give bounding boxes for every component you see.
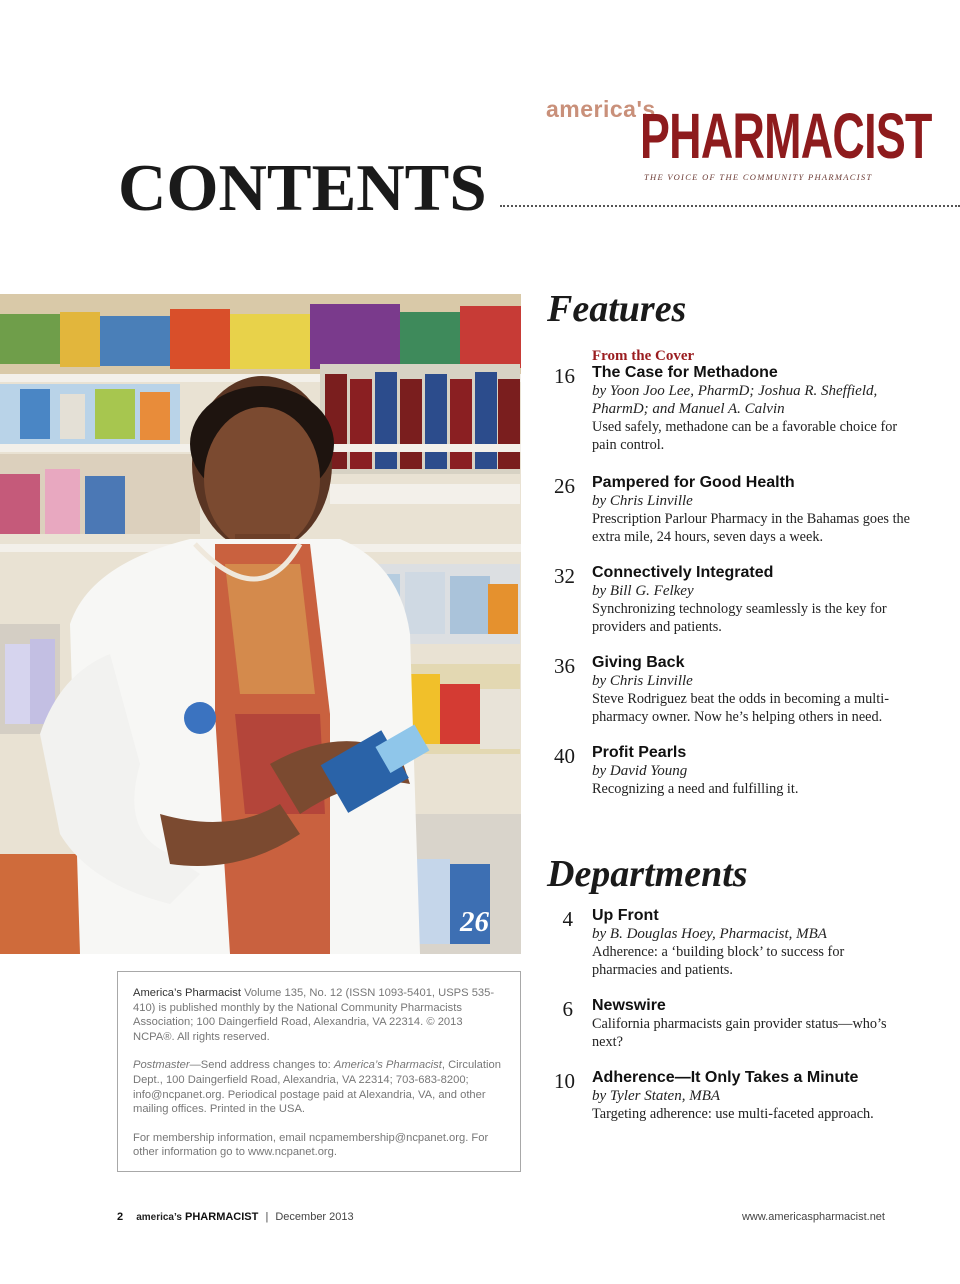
publication-statement [133,986,506,1044]
feature-description: Used safely, methadone can be a favorable choice for pain control. [592,419,898,453]
department-page-number: 10 [554,1069,575,1093]
feature-byline: by Yoon Joo Lee, PharmD; Joshua R. Sheffield, PharmD; and Manuel A. Calvin [592,383,878,417]
feature-byline: by David Young [592,763,688,779]
departments-heading: Departments [547,853,748,895]
features-heading: Features [547,288,687,330]
footer-page-number: 2 [117,1211,124,1223]
dotted-divider [500,205,960,207]
cover-photo [0,294,521,954]
department-body [592,1069,912,1123]
feature-description: Prescription Parlour Pharmacy in the Bahamas goes the extra mile, 24 hours, seven days a week. [592,511,911,545]
footer-left [117,1211,354,1223]
feature-page-number: 36 [554,654,575,678]
membership-statement: For membership information, email ncpamembership@ncpanet.org. For other information go to www.ncpanet.org. [133,1131,489,1159]
department-body [592,907,912,979]
publication-info-box [117,971,521,1172]
postmaster-statement [133,1058,506,1116]
feature-page-number: 26 [554,474,575,498]
department-description: Targeting adherence: use multi-faceted approach. [592,1106,874,1122]
magazine-logo [546,96,932,188]
department-description: Adherence: a ‘building block’ to success for pharmacies and patients. [592,944,845,978]
feature-page-number: 16 [554,364,575,388]
feature-page-number: 32 [554,564,575,588]
feature-title[interactable]: Profit Pearls [592,744,687,761]
photo-page-number: 26 [460,906,489,938]
footer-brand-big: PHARMACIST [185,1211,259,1223]
department-title[interactable]: Newswire [592,997,666,1014]
department-description: California pharmacists gain provider status—who’s next? [592,1016,887,1050]
feature-description: Steve Rodriguez beat the odds in becoming a multi-pharmacy owner. Now he’s helping others in need. [592,691,889,725]
department-title[interactable]: Adherence—It Only Takes a Minute [592,1069,859,1086]
feature-byline: by Bill G. Felkey [592,583,694,599]
logo-main-text: PHARMACIST [640,100,932,172]
page-title: CONTENTS [118,151,487,225]
postmaster-label: Postmaster [133,1059,190,1072]
department-title[interactable]: Up Front [592,907,659,924]
feature-byline: by Chris Linville [592,493,693,509]
department-page-number: 4 [562,907,573,931]
postmaster-text-2: , Circulation Dept., 100 Daingerfield Road, Alexandria, VA 22314; 703-683-8200; info@ncpanet.org. Periodical postage paid at Alexandria, VA, and other mailing offices. Printed in the USA. [133,1059,501,1116]
footer-issue-date: December 2013 [275,1211,354,1223]
feature-body [592,654,912,726]
logo-tagline: THE VOICE OF THE COMMUNITY PHARMACIST [644,172,873,182]
department-byline: by Tyler Staten, MBA [592,1088,721,1104]
feature-title[interactable]: Connectively Integrated [592,564,774,581]
department-byline: by B. Douglas Hoey, Pharmacist, MBA [592,926,827,942]
feature-description: Synchronizing technology seamlessly is the key for providers and patients. [592,601,887,635]
publication-brand: America’s Pharmacist [133,987,241,999]
feature-description: Recognizing a need and fulfilling it. [592,781,799,797]
postmaster-publication: America’s Pharmacist [333,1059,442,1072]
logo-top-text: america's [546,96,656,122]
feature-title[interactable]: The Case for Methadone [592,364,778,381]
feature-body [592,348,912,454]
feature-title[interactable]: Pampered for Good Health [592,474,795,491]
feature-body [592,744,912,798]
feature-body [592,564,912,636]
feature-kicker: From the Cover [592,348,695,364]
footer-separator: | [265,1211,269,1223]
feature-byline: by Chris Linville [592,673,693,689]
department-page-number: 6 [562,997,573,1021]
publication-details: Volume 135, No. 12 (ISSN 1093-5401, USPS 535-410) is published monthly by the National Community Pharmacists Association; 100 Daingerfield Road, Alexandria, VA 22314. © 2013 NCPA®. All rights reserved. [133,987,495,1043]
postmaster-text-1: —Send address changes to: [189,1059,334,1072]
footer-brand-small: america’s [136,1212,182,1223]
feature-title[interactable]: Giving Back [592,654,685,671]
feature-page-number: 40 [554,744,575,768]
feature-body [592,474,912,546]
department-body [592,997,912,1051]
footer-website-link[interactable]: www.americaspharmacist.net [741,1211,885,1223]
